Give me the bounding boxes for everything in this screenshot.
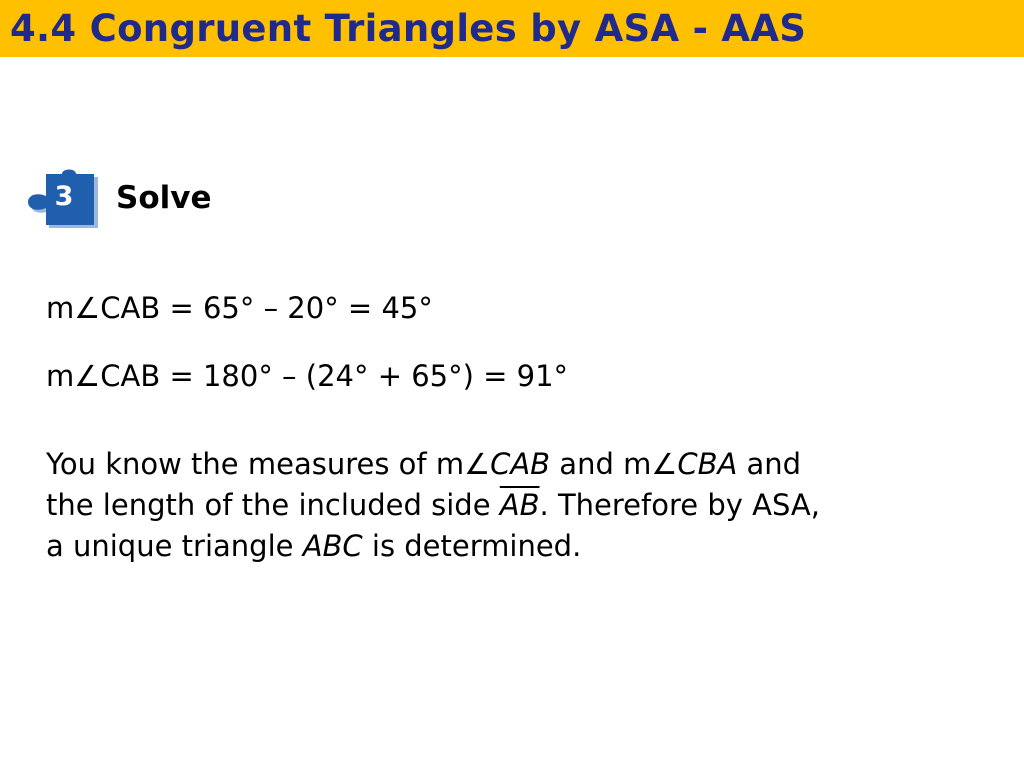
equation-1-text: CAB = 65° – 20° = 45°: [100, 291, 433, 325]
text-run: and m: [550, 447, 652, 481]
title-bar: [0, 0, 1024, 57]
equation-1: [46, 290, 433, 326]
text-run: and: [737, 447, 802, 481]
segment-ab: $\overline{AB}$: [499, 488, 540, 522]
text-run: You know the measures of m: [46, 447, 465, 481]
angle-cab: CAB: [490, 447, 551, 481]
conclusion-paragraph: [46, 444, 996, 567]
page-title: 4.4 Congruent Triangles by ASA - AAS: [10, 7, 807, 50]
puzzle-piece-icon: [24, 168, 98, 228]
step-number: 3: [54, 181, 74, 212]
conclusion-line-1: [46, 444, 996, 485]
step-heading: [24, 168, 211, 228]
angle-cba: CBA: [677, 447, 738, 481]
text-run: the length of the included side: [46, 488, 500, 522]
conclusion-line-3: [46, 526, 996, 567]
angle-symbol: ∠: [74, 291, 101, 325]
text-run: a unique triangle: [46, 529, 303, 563]
equation-2-text: CAB = 180° – (24° + 65°) = 91°: [100, 359, 569, 393]
text-run: . Therefore by ASA,: [539, 488, 820, 522]
equation-2-m: m: [46, 359, 75, 393]
equation-1-m: m: [46, 291, 75, 325]
triangle-abc: ABC: [302, 529, 363, 563]
conclusion-line-2: [46, 485, 996, 526]
step-label: Solve: [116, 180, 212, 216]
angle-symbol: ∠: [464, 447, 491, 481]
text-run: is determined.: [362, 529, 582, 563]
equation-2: [46, 358, 568, 394]
angle-symbol: ∠: [651, 447, 678, 481]
angle-symbol: ∠: [74, 359, 101, 393]
